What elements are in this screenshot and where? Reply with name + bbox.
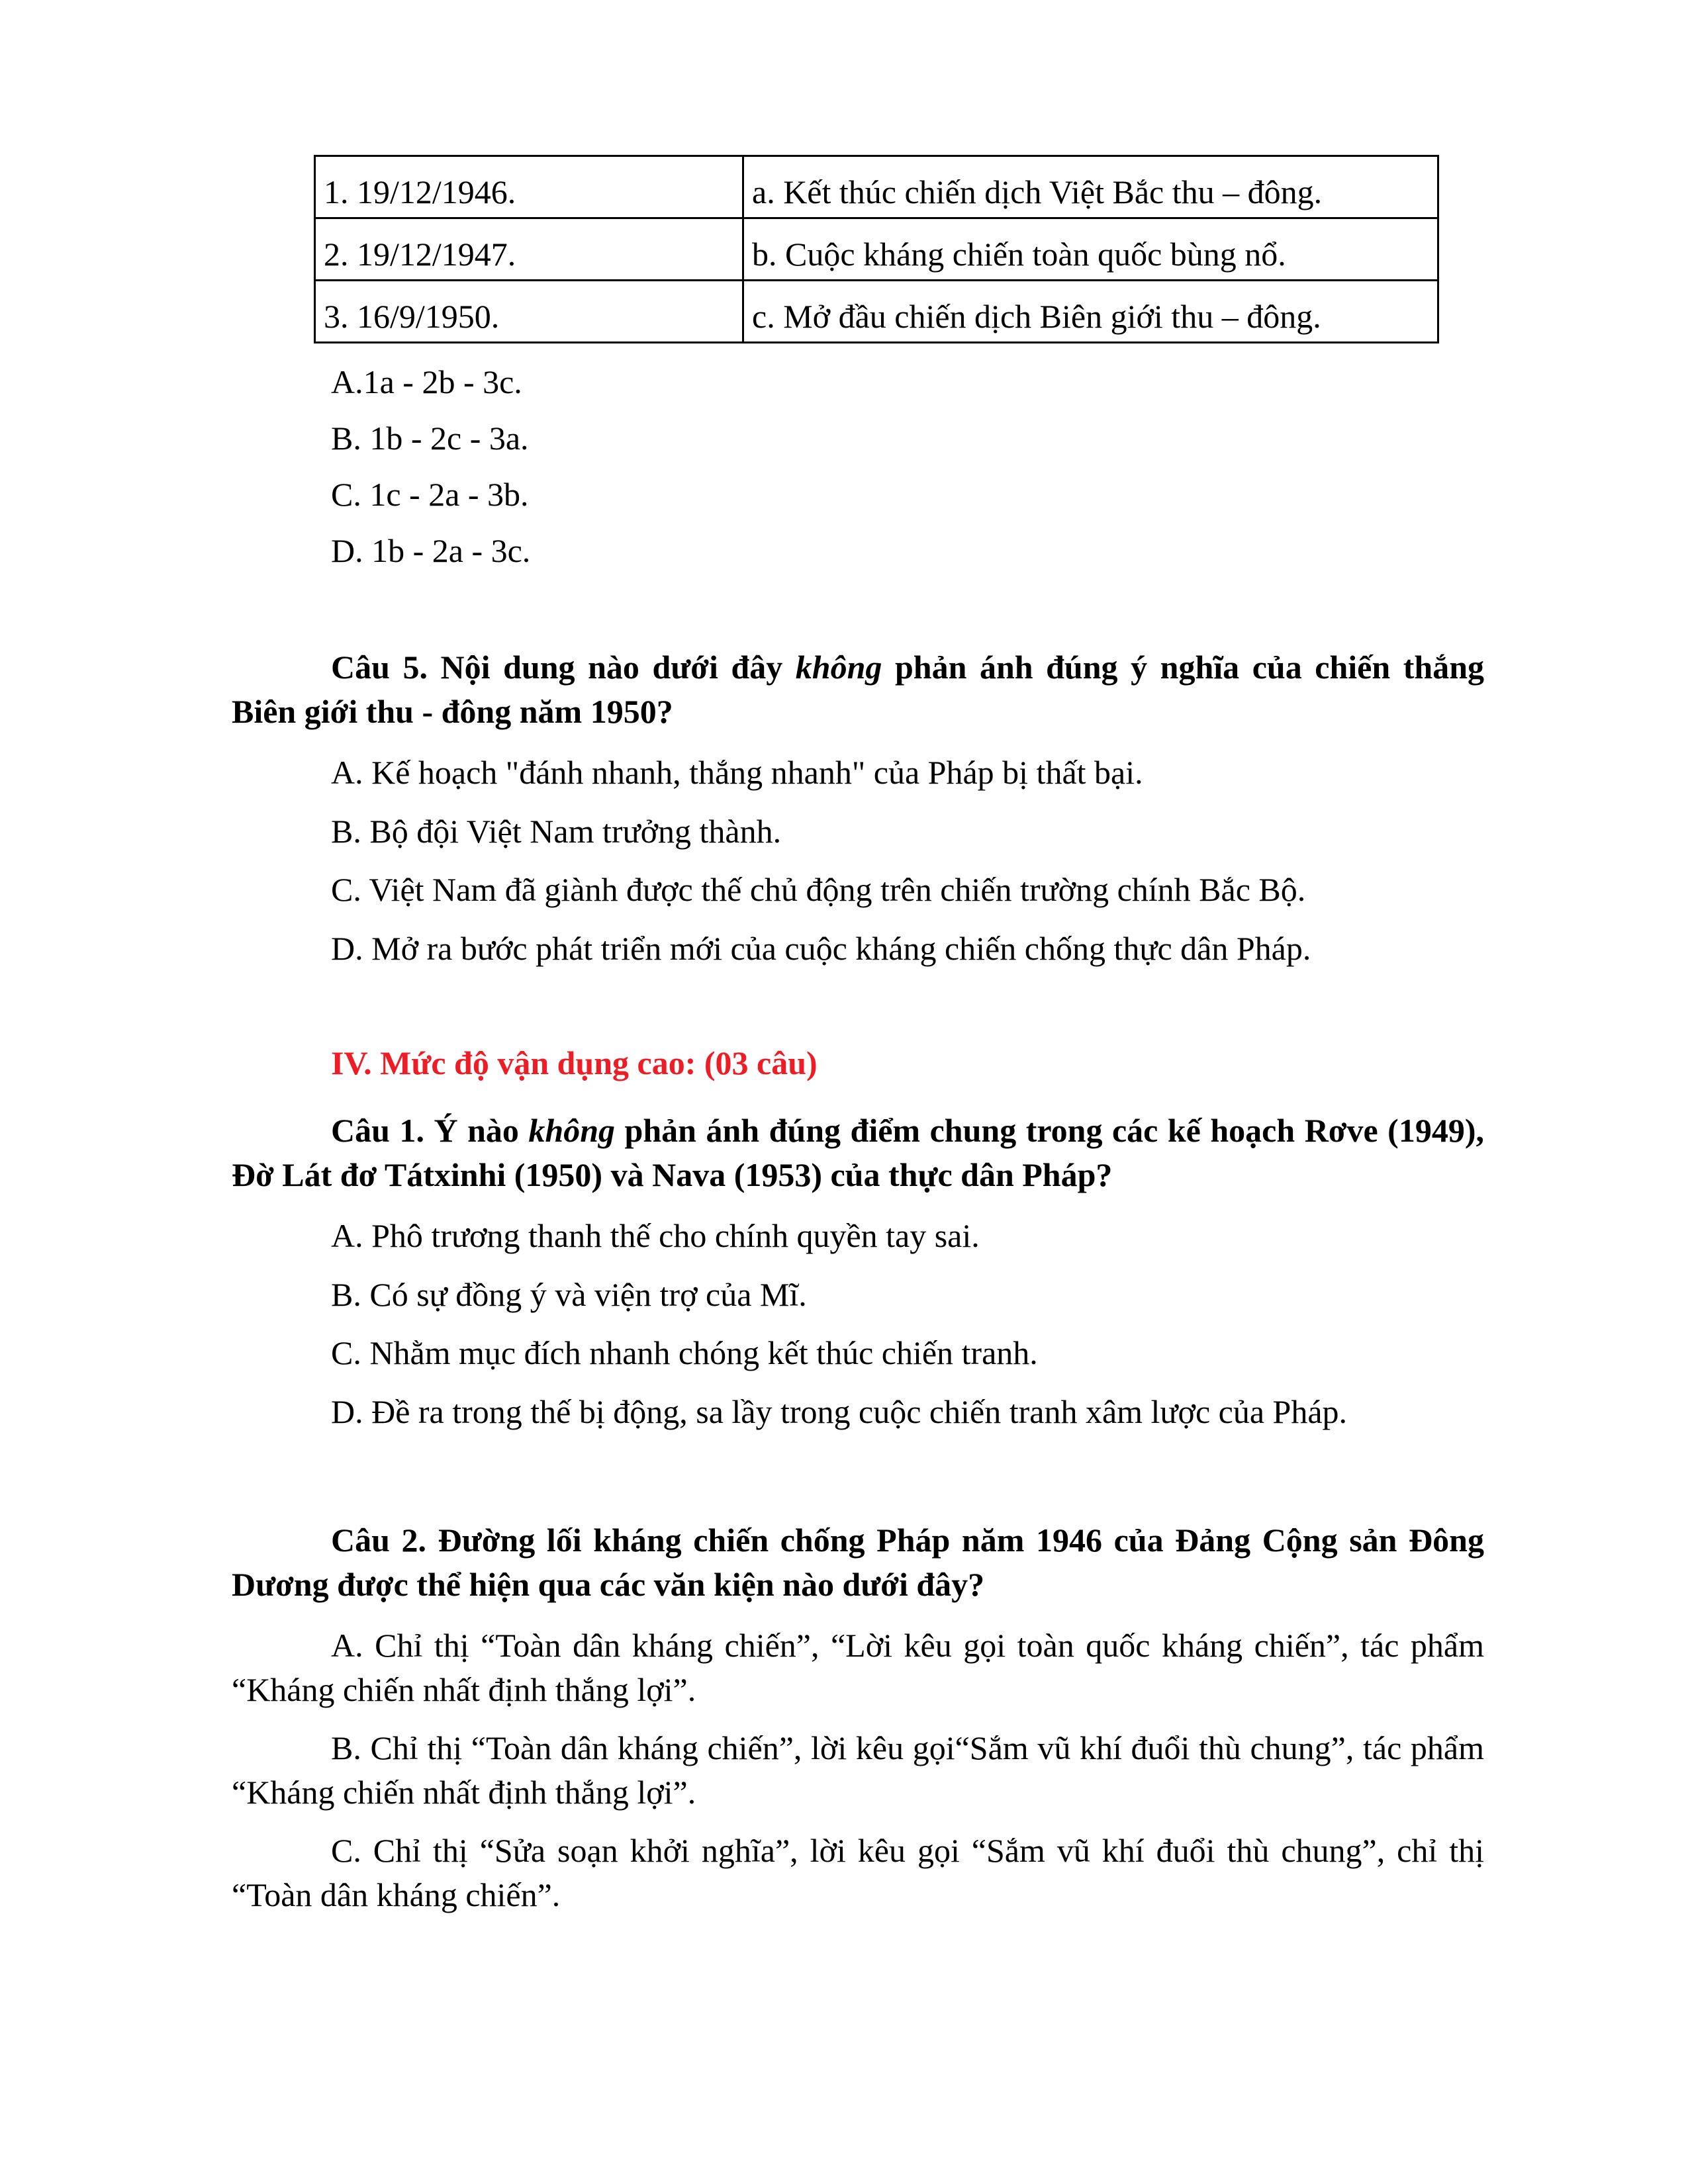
question-1-text: . Ý nào [416,1112,529,1149]
question-1-label: Câu 1 [331,1112,416,1149]
q2-option-c: C. Chỉ thị “Sửa soạn khởi nghĩa”, lời kêu gọi “Sắm vũ khí đuổi thù chung”, chỉ thị “Toàn dân kháng chiến”. [232,1832,1484,1913]
q1-option-b: B. Có sự đồng ý và viện trợ của Mĩ. [331,1275,807,1313]
table-cell-event: c. Mở đầu chiến dịch Biên giới thu – đông. [743,281,1438,343]
table-cell-event: b. Cuộc kháng chiến toàn quốc bùng nổ. [743,218,1438,281]
q5-option-c: C. Việt Nam đã giành được thế chủ động trên chiến trường chính Bắc Bộ. [331,871,1306,908]
q2-option-b: B. Chỉ thị “Toàn dân kháng chiến”, lời kêu gọi“Sắm vũ khí đuổi thù chung”, tác phẩm “Kháng chiến nhất định thắng lợi”. [232,1729,1484,1811]
question-5 [232,645,1484,733]
q4-option-b: B. 1b - 2c - 3a. [331,420,529,457]
section-heading: IV. Mức độ vận dụng cao: (03 câu) [331,1044,818,1081]
table-cell-date: 1. 19/12/1946. [315,156,743,218]
q1-option-d: D. Đề ra trong thế bị động, sa lầy trong cuộc chiến tranh xâm lược của Pháp. [331,1392,1348,1430]
table-row [315,281,1438,343]
question-1-emphasis: không [528,1112,616,1149]
q2-option-a: A. Chỉ thị “Toàn dân kháng chiến”, “Lời kêu gọi toàn quốc kháng chiến”, tác phẩm “Kháng chiến nhất định thắng lợi”. [232,1627,1484,1708]
q1-option-c: C. Nhằm mục đích nhanh chóng kết thúc chiến tranh. [331,1334,1038,1371]
q4-option-c: C. 1c - 2a - 3b. [331,476,529,513]
matching-table [314,155,1439,343]
question-1 [232,1109,1484,1197]
q4-option-a: A.1a - 2b - 3c. [331,363,522,400]
question-5-emphasis: không [795,649,882,686]
table-cell-date: 3. 16/9/1950. [315,281,743,343]
q5-option-d: D. Mở ra bước phát triển mới của cuộc kháng chiến chống thực dân Pháp. [331,929,1311,967]
question-5-text-end: phản ánh đúng ý nghĩa của chiến thắng Biên giới thu - đông năm 1950? [232,649,1485,730]
table-row [315,218,1438,281]
question-5-text: . Nội dung nào dưới đây [419,649,796,686]
q5-option-b: B. Bộ đội Việt Nam trưởng thành. [331,812,782,850]
q5-option-a: A. Kế hoạch "đánh nhanh, thắng nhanh" của Pháp bị thất bại. [331,754,1143,791]
table-row [315,156,1438,218]
table-cell-date: 2. 19/12/1947. [315,218,743,281]
question-1-text-end: phản ánh đúng điểm chung trong các kế hoạch Rơve (1949), Đờ Lát đơ Tátxinhi (1950) và Nava (1953) của thực dân Pháp? [232,1112,1484,1193]
question-2: Câu 2. Đường lối kháng chiến chống Pháp năm 1946 của Đảng Cộng sản Đông Dương được thể hiện qua các văn kiện nào dưới đây? [232,1522,1484,1603]
table-cell-event: a. Kết thúc chiến dịch Việt Bắc thu – đông. [743,156,1438,218]
q1-option-a: A. Phô trương thanh thế cho chính quyền tay sai. [331,1217,980,1254]
document-page [232,155,1484,1917]
q4-option-d: D. 1b - 2a - 3c. [331,532,531,569]
question-5-label: Câu 5 [331,649,420,686]
